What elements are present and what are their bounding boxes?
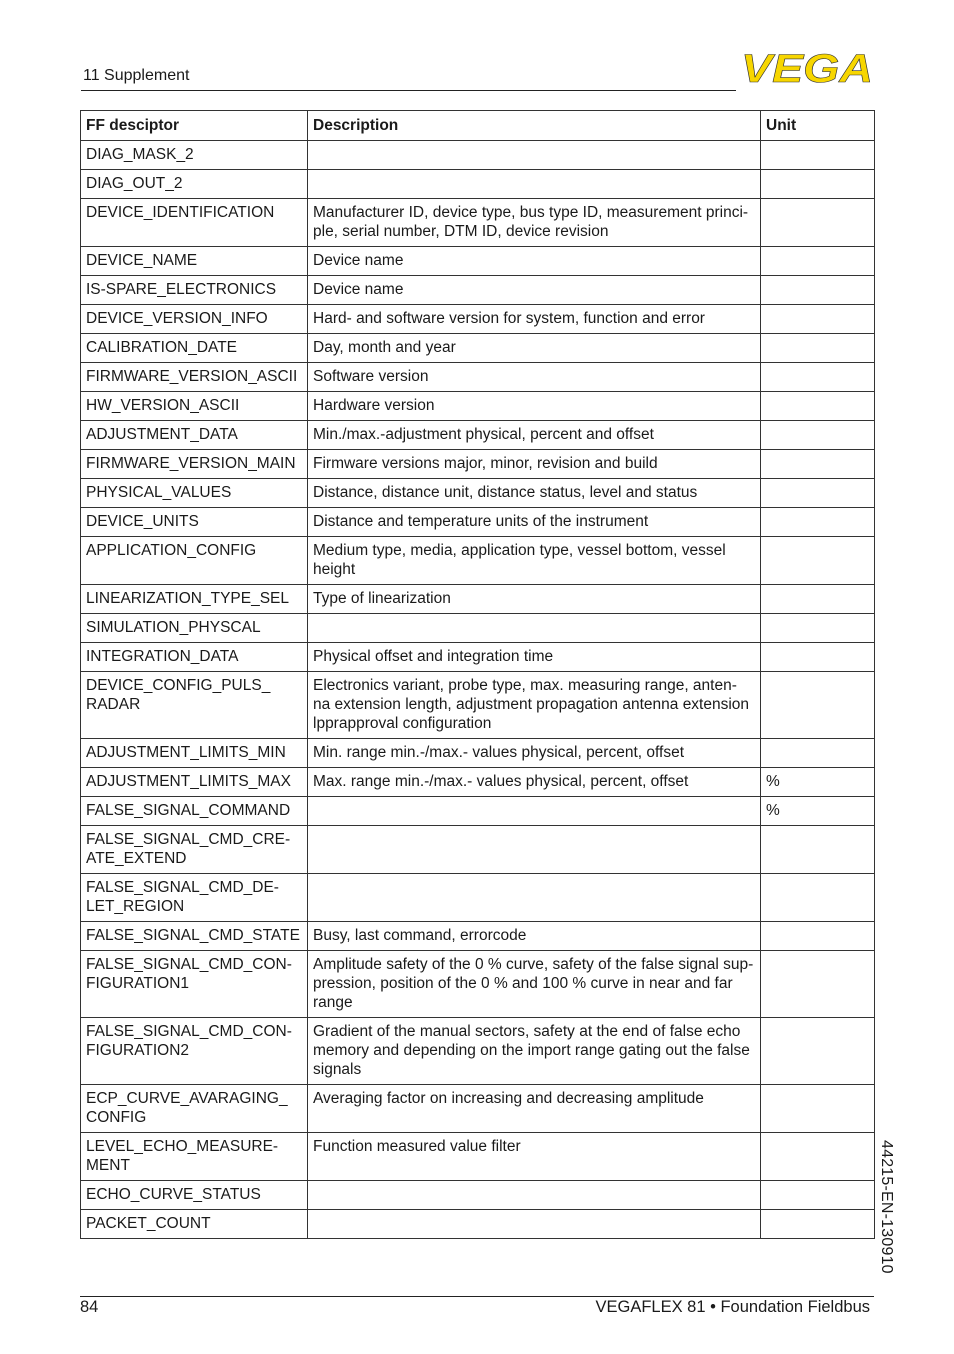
cell-descriptor: DEVICE_NAME	[81, 247, 308, 276]
page-number: 84	[80, 1298, 99, 1316]
table-header-row	[81, 111, 875, 141]
table-row	[81, 643, 875, 672]
table-row	[81, 797, 875, 826]
table-row	[81, 768, 875, 797]
cell-unit	[761, 1133, 875, 1181]
cell-unit	[761, 1018, 875, 1085]
column-header-unit: Unit	[761, 111, 875, 141]
cell-description	[308, 614, 761, 643]
cell-descriptor: DEVICE_VERSION_INFO	[81, 305, 308, 334]
section-title: 11 Supplement	[83, 67, 190, 84]
table-row	[81, 585, 875, 614]
cell-description: Firmware versions major, minor, revision and build	[308, 450, 761, 479]
cell-unit	[761, 585, 875, 614]
cell-descriptor: FALSE_SIGNAL_CMD_CON- FIGURATION1	[81, 951, 308, 1018]
cell-descriptor: FALSE_SIGNAL_CMD_STATE	[81, 922, 308, 951]
table-row	[81, 508, 875, 537]
cell-description	[308, 1181, 761, 1210]
table-row	[81, 826, 875, 874]
cell-unit	[761, 508, 875, 537]
vega-logo	[741, 50, 873, 84]
cell-descriptor: ADJUSTMENT_LIMITS_MIN	[81, 739, 308, 768]
cell-descriptor: DEVICE_IDENTIFICATION	[81, 199, 308, 247]
table-row	[81, 392, 875, 421]
cell-descriptor: DEVICE_CONFIG_PULS_ RADAR	[81, 672, 308, 739]
table-row	[81, 951, 875, 1018]
cell-unit	[761, 141, 875, 170]
cell-unit	[761, 199, 875, 247]
cell-description: Type of linearization	[308, 585, 761, 614]
cell-descriptor: LEVEL_ECHO_MEASURE- MENT	[81, 1133, 308, 1181]
cell-description: Device name	[308, 247, 761, 276]
cell-unit	[761, 951, 875, 1018]
cell-unit	[761, 826, 875, 874]
table-row	[81, 874, 875, 922]
table-row	[81, 1181, 875, 1210]
cell-description: Amplitude safety of the 0 % curve, safety of the false signal sup- pression, position of the 0 % and 100 % curve in near and far range	[308, 951, 761, 1018]
cell-descriptor: PHYSICAL_VALUES	[81, 479, 308, 508]
table-row	[81, 305, 875, 334]
cell-description: Averaging factor on increasing and decreasing amplitude	[308, 1085, 761, 1133]
header-divider	[81, 90, 736, 91]
cell-descriptor: INTEGRATION_DATA	[81, 643, 308, 672]
cell-descriptor: ADJUSTMENT_LIMITS_MAX	[81, 768, 308, 797]
table-row	[81, 739, 875, 768]
footer-divider	[80, 1296, 874, 1297]
cell-descriptor: ADJUSTMENT_DATA	[81, 421, 308, 450]
cell-description: Max. range min.-/max.- values physical, percent, offset	[308, 768, 761, 797]
cell-description: Hard- and software version for system, function and error	[308, 305, 761, 334]
table-row	[81, 479, 875, 508]
table-row	[81, 334, 875, 363]
cell-unit	[761, 334, 875, 363]
table-row	[81, 1133, 875, 1181]
column-header-descriptor: FF desciptor	[81, 111, 308, 141]
cell-description: Manufacturer ID, device type, bus type ID, measurement princi- ple, serial number, DTM ID, device revision	[308, 199, 761, 247]
table-row	[81, 1210, 875, 1239]
cell-descriptor: CALIBRATION_DATE	[81, 334, 308, 363]
cell-description: Hardware version	[308, 392, 761, 421]
cell-descriptor: SIMULATION_PHYSCAL	[81, 614, 308, 643]
cell-descriptor: FALSE_SIGNAL_CMD_DE- LET_REGION	[81, 874, 308, 922]
cell-descriptor: HW_VERSION_ASCII	[81, 392, 308, 421]
cell-unit	[761, 739, 875, 768]
cell-description: Gradient of the manual sectors, safety at the end of false echo memory and depending on the import range gating out the false signals	[308, 1018, 761, 1085]
document-title: VEGAFLEX 81 • Foundation Fieldbus	[595, 1298, 870, 1316]
cell-description: Min. range min.-/max.- values physical, percent, offset	[308, 739, 761, 768]
table-row	[81, 1085, 875, 1133]
cell-description	[308, 1210, 761, 1239]
cell-unit	[761, 450, 875, 479]
table-row	[81, 614, 875, 643]
cell-unit	[761, 247, 875, 276]
cell-unit	[761, 537, 875, 585]
cell-description	[308, 874, 761, 922]
table-row	[81, 276, 875, 305]
cell-descriptor: DIAG_OUT_2	[81, 170, 308, 199]
table-row	[81, 363, 875, 392]
cell-descriptor: FALSE_SIGNAL_COMMAND	[81, 797, 308, 826]
cell-unit	[761, 672, 875, 739]
cell-unit	[761, 922, 875, 951]
cell-unit	[761, 421, 875, 450]
table-row	[81, 170, 875, 199]
cell-unit	[761, 1181, 875, 1210]
document-code: 44215-EN-130910	[878, 1140, 895, 1274]
cell-descriptor: ECHO_CURVE_STATUS	[81, 1181, 308, 1210]
cell-unit	[761, 1085, 875, 1133]
table-row	[81, 672, 875, 739]
cell-descriptor: FIRMWARE_VERSION_MAIN	[81, 450, 308, 479]
table-row	[81, 922, 875, 951]
cell-description: Device name	[308, 276, 761, 305]
table-body	[81, 141, 875, 1239]
cell-description: Distance and temperature units of the instrument	[308, 508, 761, 537]
cell-descriptor: DIAG_MASK_2	[81, 141, 308, 170]
cell-descriptor: APPLICATION_CONFIG	[81, 537, 308, 585]
column-header-description: Description	[308, 111, 761, 141]
cell-descriptor: LINEARIZATION_TYPE_SEL	[81, 585, 308, 614]
cell-description	[308, 170, 761, 199]
cell-unit	[761, 363, 875, 392]
ff-descriptor-table	[80, 110, 875, 1239]
cell-description	[308, 826, 761, 874]
cell-description: Distance, distance unit, distance status, level and status	[308, 479, 761, 508]
cell-descriptor: DEVICE_UNITS	[81, 508, 308, 537]
table-row	[81, 141, 875, 170]
table-row	[81, 421, 875, 450]
cell-unit	[761, 276, 875, 305]
cell-unit	[761, 614, 875, 643]
cell-unit	[761, 874, 875, 922]
cell-description	[308, 141, 761, 170]
cell-description	[308, 797, 761, 826]
cell-unit	[761, 479, 875, 508]
cell-descriptor: FALSE_SIGNAL_CMD_CRE- ATE_EXTEND	[81, 826, 308, 874]
cell-unit	[761, 1210, 875, 1239]
cell-description: Day, month and year	[308, 334, 761, 363]
cell-unit	[761, 392, 875, 421]
cell-unit	[761, 643, 875, 672]
cell-descriptor: FIRMWARE_VERSION_ASCII	[81, 363, 308, 392]
cell-description: Function measured value filter	[308, 1133, 761, 1181]
table-row	[81, 1018, 875, 1085]
cell-description: Busy, last command, errorcode	[308, 922, 761, 951]
cell-description: Min./max.-adjustment physical, percent and offset	[308, 421, 761, 450]
cell-description: Software version	[308, 363, 761, 392]
cell-unit	[761, 170, 875, 199]
cell-descriptor: FALSE_SIGNAL_CMD_CON- FIGURATION2	[81, 1018, 308, 1085]
cell-descriptor: IS-SPARE_ELECTRONICS	[81, 276, 308, 305]
cell-description: Medium type, media, application type, vessel bottom, vessel height	[308, 537, 761, 585]
cell-description: Physical offset and integration time	[308, 643, 761, 672]
cell-unit: %	[761, 768, 875, 797]
cell-descriptor: PACKET_COUNT	[81, 1210, 308, 1239]
table-row	[81, 247, 875, 276]
cell-descriptor: ECP_CURVE_AVARAGING_ CONFIG	[81, 1085, 308, 1133]
cell-unit	[761, 305, 875, 334]
cell-description: Electronics variant, probe type, max. measuring range, anten- na extension length, adjustment propagation antenna extension lpprapproval configuration	[308, 672, 761, 739]
table-row	[81, 199, 875, 247]
table-row	[81, 450, 875, 479]
cell-unit: %	[761, 797, 875, 826]
table-row	[81, 537, 875, 585]
svg-text:VEGA: VEGA	[741, 50, 873, 84]
